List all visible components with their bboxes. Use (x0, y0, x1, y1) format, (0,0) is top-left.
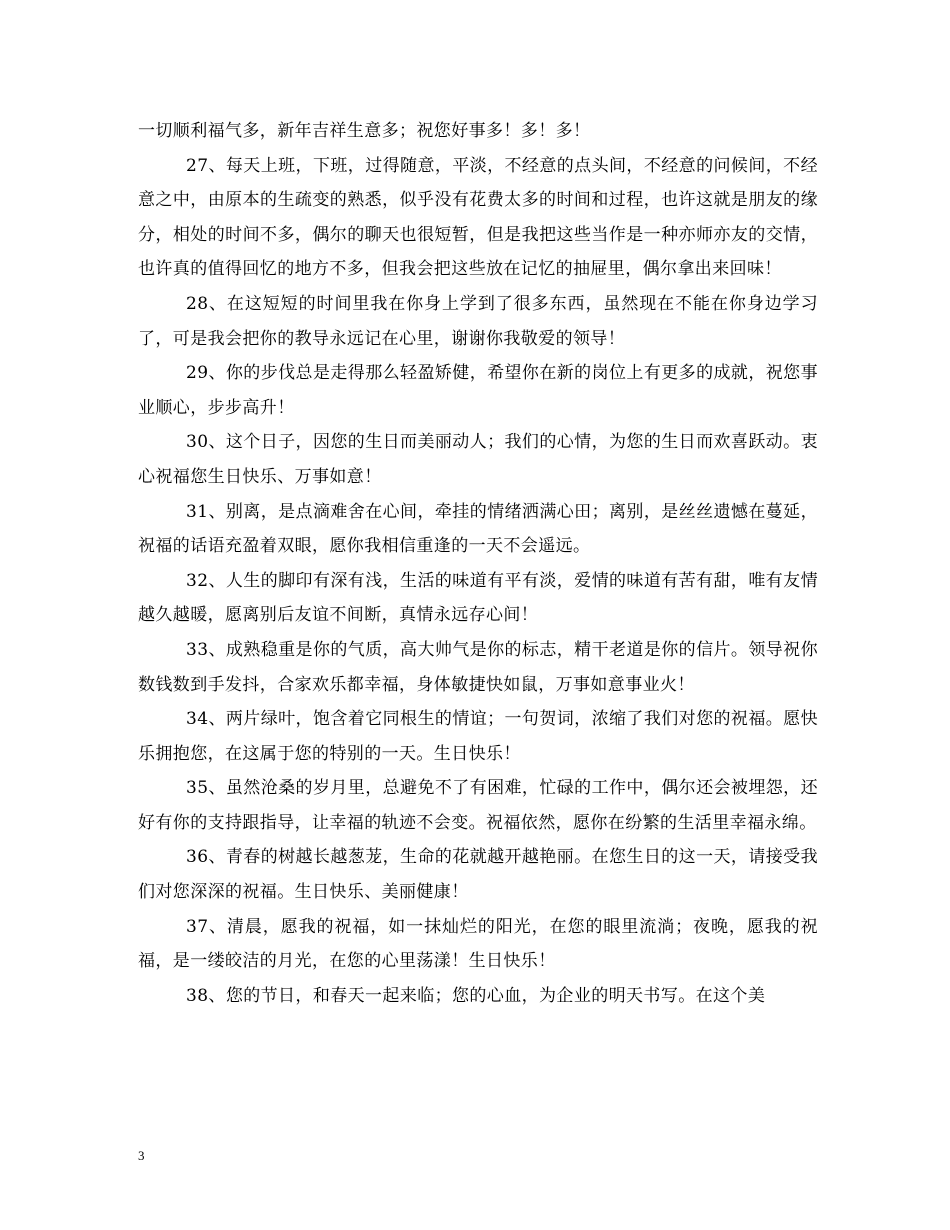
paragraph-27: 27、每天上班，下班，过得随意，平淡，不经意的点头间，不经意的问候间，不经意之中，由原本的生疏变的熟悉，似乎没有花费太多的时间和过程，也许这就是朋友的缘分，相处的时间不多，偶尔的聊天也很短暂，但是我把这些当作是一种亦师亦友的交情，也许真的值得回忆的地方不多，但我会把这些放在记忆的抽屉里，偶尔拿出来回味！ (138, 155, 818, 280)
paragraph-31: 31、别离，是点滴难舍在心间，牵挂的情绪洒满心田；离别，是丝丝遗憾在蔓延，祝福的话语充盈着双眼，愿你我相信重逢的一天不会遥远。 (138, 501, 818, 557)
paragraph-38: 38、您的节日，和春天一起来临；您的心血，为企业的明天书写。在这个美 (186, 985, 766, 1006)
page-number: 3 (138, 1148, 145, 1163)
paragraph-30: 30、这个日子，因您的生日而美丽动人；我们的心情，为您的生日而欢喜跃动。衷心祝福您生日快乐、万事如意！ (138, 432, 818, 487)
paragraph-36: 36、青春的树越长越葱茏，生命的花就越开越艳丽。在您生日的这一天，请接受我们对您深深的祝福。生日快乐、美丽健康！ (138, 847, 818, 903)
paragraph-29: 29、你的步伐总是走得那么轻盈矫健，希望你在新的岗位上有更多的成就，祝您事业顺心，步步高升！ (138, 363, 818, 418)
paragraph-37: 37、清晨，愿我的祝福，如一抹灿烂的阳光，在您的眼里流淌；夜晚，愿我的祝福，是一缕皎洁的月光，在您的心里荡漾！生日快乐！ (138, 916, 818, 972)
paragraph-28: 28、在这短短的时间里我在你身上学到了很多东西，虽然现在不能在你身边学习了，可是我会把你的教导永远记在心里，谢谢你我敬爱的领导！ (138, 293, 818, 349)
paragraph-32: 32、人生的脚印有深有浅，生活的味道有平有淡，爱情的味道有苦有甜，唯有友情越久越暖，愿离别后友谊不间断，真情永远存心间！ (138, 570, 818, 626)
paragraph-35: 35、虽然沧桑的岁月里，总避免不了有困难，忙碌的工作中，偶尔还会被埋怨，还好有你的支持跟指导，让幸福的轨迹不会变。祝福依然，愿你在纷繁的生活里幸福永绵。 (138, 778, 818, 833)
page-content (138, 114, 818, 1013)
paragraph-34: 34、两片绿叶，饱含着它同根生的情谊；一句贺词，浓缩了我们对您的祝福。愿快乐拥抱您，在这属于您的特别的一天。生日快乐！ (138, 709, 818, 764)
paragraph-33: 33、成熟稳重是你的气质，高大帅气是你的标志，精干老道是你的信片。领导祝你数钱数到手发抖，合家欢乐都幸福，身体敏捷快如鼠，万事如意事业火！ (138, 639, 818, 695)
paragraph-continuation: 一切顺利福气多，新年吉祥生意多；祝您好事多！多！多！ (138, 121, 591, 141)
